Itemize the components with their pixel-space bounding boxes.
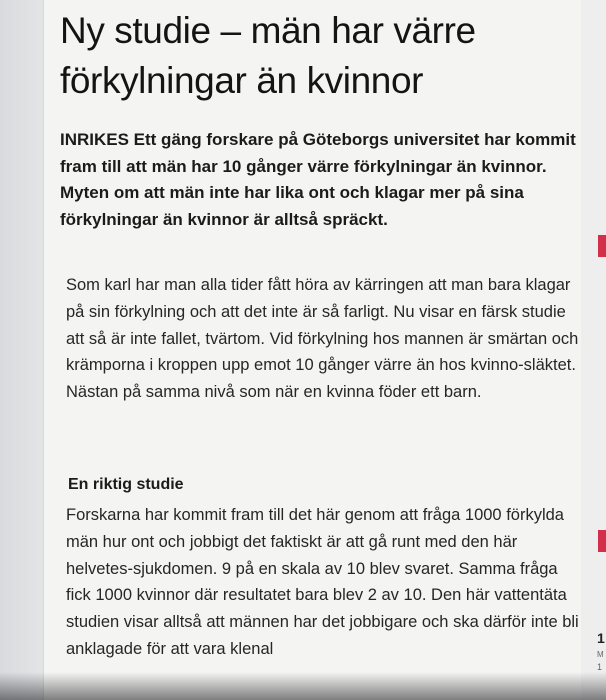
right-sidebar — [581, 0, 606, 700]
sidebar-fragment-number: 1 — [597, 630, 605, 646]
sidebar-ad-block-middle[interactable] — [598, 530, 606, 552]
article-lead: INRIKES Ett gäng forskare på Göteborgs universitet har kommit fram till att män har 10 gånger värre förkylningar än kvinnor. Myten om att män inte har lika ont och klagar mer på sina förkylningar än kvinnor är alltså spräckt. — [60, 130, 576, 229]
article-headline: Ny studie – män har värre förkylningar än kvinnor — [60, 10, 476, 101]
sidebar-fragment-text: M — [597, 650, 604, 659]
sidebar-fragment-text-2: 1 — [597, 662, 603, 672]
monitor-bottom-edge — [0, 672, 606, 700]
article-paragraph-2: Forskarna har kommit fram till det här genom att fråga 1000 förkylda män hur ont och jobbigt det faktiskt är att gå runt med den här helvetes-sjukdomen. 9 på en skala av 10 blev svaret. Samma fråga fick 1000 kvinnor där resultatet bara blev 2 av 10. Den här vattentäta studien visar alltså att männen har det jobbigare och ska därför inte bli anklagade för att vara klenal — [66, 506, 579, 658]
article-paragraph-1: Som karl har man alla tider fått höra av kärringen att man bara klagar på sin förkylning och att det inte är så farligt. Nu visar en färsk studie att så är inte fallet, tvärtom. Vid förkylning hos mannen är smärtan och krämporna i kroppen upp emot 10 gånger värre än hos kvinno-släktet. Nästan på samma nivå som när en kvinna föder ett barn. — [66, 276, 579, 402]
left-page-margin — [0, 0, 44, 700]
sidebar-ad-block-top[interactable] — [598, 235, 606, 257]
article-subheading: En riktig studie — [68, 476, 184, 493]
